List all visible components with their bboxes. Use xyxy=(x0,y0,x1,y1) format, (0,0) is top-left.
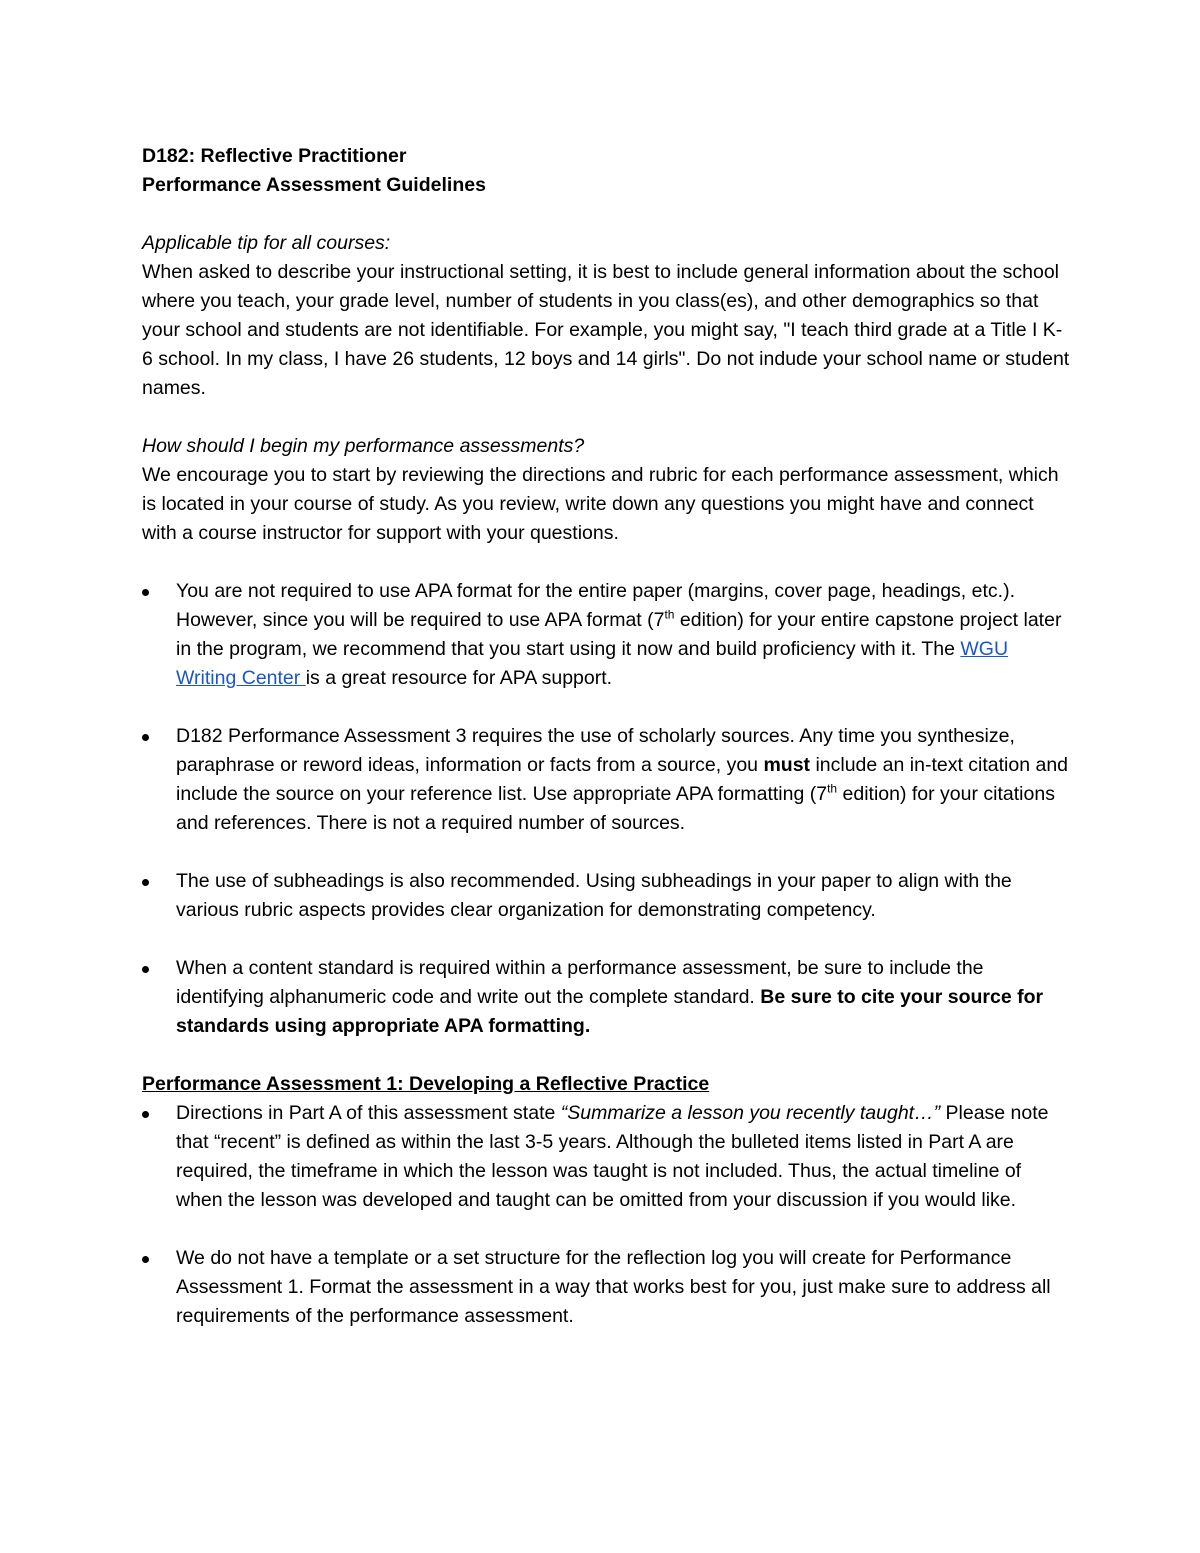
pa1-heading: Performance Assessment 1: Developing a Reflective Practice xyxy=(142,1073,710,1095)
bullet-standards: When a content standard is required within a performance assessment, be sure to include the identifying alphanumeric code and write out the complete standard. Be sure to cite your source for standards using appropriate APA formatting. xyxy=(142,954,1072,1041)
bullet-subheadings: The use of subheadings is also recommended. Using subheadings in your paper to align with the various rubric aspects provides clear organization for demonstrating competency. xyxy=(142,867,1072,925)
tip-heading: Applicable tip for all courses: xyxy=(142,232,391,254)
bullet-icon xyxy=(142,1111,149,1118)
doc-title: Performance Assessment Guidelines xyxy=(142,174,486,196)
document-content xyxy=(142,142,1072,1331)
bullet-apa: You are not required to use APA format for the entire paper (margins, cover page, headings, etc.). However, since you will be required to use APA format (7th edition) for your entire capstone project later in the program, we recommend that you start using it now and build proficiency with it. The WGU Writing Center is a great resource for APA support. xyxy=(142,577,1072,693)
general-bullet-list xyxy=(142,577,1072,1041)
bullet-icon xyxy=(142,1256,149,1263)
tip-paragraph: When asked to describe your instructional setting, it is best to include general information about the school where you teach, your grade level, number of students in you class(es), and other demographics so that your school and students are not identifiable. For example, you might say, "I teach third grade at a Title I K-6 school. In my class, I have 26 students, 12 boys and 14 girls". Do not indude your school name or student names. xyxy=(142,261,1070,399)
bullet-icon xyxy=(142,879,149,886)
bullet-icon xyxy=(142,734,149,741)
bullet-pa1-directions: Directions in Part A of this assessment state “Summarize a lesson you recently taught…” Please note that “recent” is defined as within the last 3-5 years. Although the bulleted items listed in Part A are required, the timeframe in which the lesson was taught is not included. Thus, the actual timeline of when the lesson was developed and taught can be omitted from your discussion if you would like. xyxy=(142,1099,1072,1215)
wgu-writing-center-link[interactable]: WGU Writing Center xyxy=(176,638,1009,689)
course-title: D182: Reflective Practitioner xyxy=(142,145,407,167)
bullet-icon xyxy=(142,589,149,596)
bullet-icon xyxy=(142,966,149,973)
bullet-pa1-template: We do not have a template or a set structure for the reflection log you will create for Performance Assessment 1. Format the assessment in a way that works best for you, just make sure to address all requirements of the performance assessment. xyxy=(142,1244,1072,1331)
pa1-bullet-list xyxy=(142,1099,1072,1331)
begin-paragraph: We encourage you to start by reviewing the directions and rubric for each performance assessment, which is located in your course of study. As you review, write down any questions you might have and connect with a course instructor for support with your questions. xyxy=(142,464,1059,544)
begin-heading: How should I begin my performance assessments? xyxy=(142,435,585,457)
bullet-sources: D182 Performance Assessment 3 requires the use of scholarly sources. Any time you synthesize, paraphrase or reword ideas, information or facts from a source, you must include an in-text citation and include the source on your reference list. Use appropriate APA formatting (7th edition) for your citations and references. There is not a required number of sources. xyxy=(142,722,1072,838)
